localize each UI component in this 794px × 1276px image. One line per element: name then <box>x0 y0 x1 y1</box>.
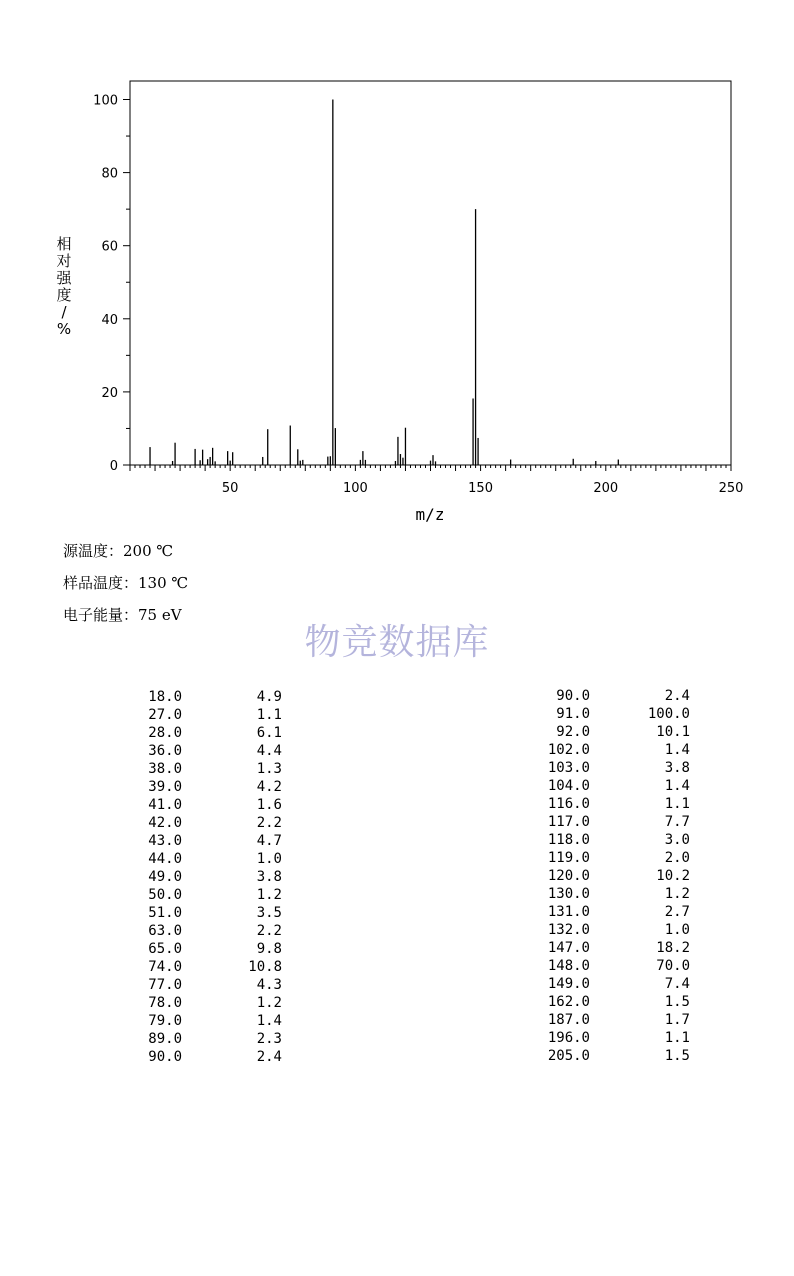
peak-intensity: 2.4 <box>664 688 690 704</box>
peak-intensity: 3.0 <box>664 832 690 848</box>
peak-mz: 90.0 <box>556 688 590 704</box>
peak-row <box>122 724 282 742</box>
peak-mz: 196.0 <box>547 1030 590 1046</box>
peak-row <box>530 741 690 759</box>
peak-row <box>530 777 690 795</box>
peak-intensity: 1.1 <box>256 707 282 723</box>
peak-row <box>530 921 690 939</box>
peak-intensity: 3.8 <box>664 760 690 776</box>
peak-mz: 36.0 <box>148 743 182 759</box>
peak-row <box>122 1048 282 1066</box>
peak-intensity: 1.0 <box>256 851 282 867</box>
peak-table-right <box>530 687 690 1065</box>
peak-intensity: 7.4 <box>664 976 690 992</box>
peak-mz: 117.0 <box>547 814 590 830</box>
peak-mz: 119.0 <box>547 850 590 866</box>
peak-mz: 130.0 <box>547 886 590 902</box>
y-tick-label: 80 <box>101 166 118 182</box>
peak-mz: 148.0 <box>547 958 590 974</box>
peak-table-left <box>122 688 282 1066</box>
peak-row <box>530 723 690 741</box>
peak-mz: 205.0 <box>547 1048 590 1064</box>
peak-mz: 89.0 <box>148 1031 182 1047</box>
peak-intensity: 1.5 <box>664 1048 690 1064</box>
peak-row <box>530 687 690 705</box>
peak-mz: 44.0 <box>148 851 182 867</box>
peak-mz: 27.0 <box>148 707 182 723</box>
mass-spectrum-chart <box>0 0 794 530</box>
peak-mz: 90.0 <box>148 1049 182 1065</box>
peak-mz: 42.0 <box>148 815 182 831</box>
peak-row <box>122 904 282 922</box>
peak-intensity: 1.1 <box>664 796 690 812</box>
peak-mz: 102.0 <box>547 742 590 758</box>
peak-intensity: 4.7 <box>256 833 282 849</box>
x-tick-label: 100 <box>342 481 368 496</box>
peak-mz: 79.0 <box>148 1013 182 1029</box>
source-temperature: 源温度：200 ℃ <box>63 542 174 560</box>
peak-mz: 187.0 <box>547 1012 590 1028</box>
peak-row <box>530 975 690 993</box>
peak-row <box>530 957 690 975</box>
peak-intensity: 1.4 <box>256 1013 282 1029</box>
y-axis-label: 相对强度/ % <box>56 235 72 338</box>
y-axis-ticks <box>93 94 130 475</box>
peak-mz: 78.0 <box>148 995 182 1011</box>
y-tick-label: 60 <box>101 239 118 255</box>
peak-row <box>122 994 282 1012</box>
peak-intensity: 1.6 <box>256 797 282 813</box>
peak-intensity: 1.0 <box>664 922 690 938</box>
peak-mz: 92.0 <box>556 724 590 740</box>
peak-row <box>122 850 282 868</box>
peak-row <box>530 759 690 777</box>
peak-intensity: 2.0 <box>664 850 690 866</box>
peak-intensity: 100.0 <box>647 706 690 722</box>
peak-mz: 104.0 <box>547 778 590 794</box>
peak-intensity: 1.5 <box>664 994 690 1010</box>
peak-mz: 74.0 <box>148 959 182 975</box>
peak-intensity: 4.4 <box>256 743 282 759</box>
peak-mz: 50.0 <box>148 887 182 903</box>
peak-mz: 77.0 <box>148 977 182 993</box>
watermark: 物竞数据库 <box>304 622 490 663</box>
peak-mz: 43.0 <box>148 833 182 849</box>
peak-row <box>530 993 690 1011</box>
peak-row <box>122 976 282 994</box>
peak-row <box>530 1011 690 1029</box>
peak-row <box>122 706 282 724</box>
plot-frame <box>130 81 731 465</box>
peak-row <box>122 832 282 850</box>
y-tick-label: 100 <box>93 93 118 109</box>
peak-intensity: 2.2 <box>256 815 282 831</box>
sample-temperature: 样品温度：130 ℃ <box>63 574 189 592</box>
peak-row <box>122 742 282 760</box>
peak-intensity: 4.3 <box>256 977 282 993</box>
peak-mz: 65.0 <box>148 941 182 957</box>
y-tick-label: 0 <box>109 459 118 474</box>
peak-intensity: 1.7 <box>664 1012 690 1028</box>
peak-row <box>530 903 690 921</box>
peak-intensity: 4.9 <box>256 689 282 705</box>
peak-bars <box>150 100 618 466</box>
peak-mz: 38.0 <box>148 761 182 777</box>
peak-intensity: 2.2 <box>256 923 282 939</box>
peak-row <box>122 922 282 940</box>
peak-row <box>122 1030 282 1048</box>
peak-intensity: 1.2 <box>256 995 282 1011</box>
peak-intensity: 3.8 <box>256 869 282 885</box>
peak-mz: 132.0 <box>547 922 590 938</box>
peak-row <box>122 940 282 958</box>
peak-intensity: 4.2 <box>256 779 282 795</box>
peak-row <box>530 885 690 903</box>
peak-row <box>530 1047 690 1065</box>
peak-row <box>530 795 690 813</box>
x-tick-label: 200 <box>593 481 619 496</box>
peak-row <box>122 760 282 778</box>
peak-mz: 162.0 <box>547 994 590 1010</box>
peak-row <box>530 831 690 849</box>
peak-mz: 39.0 <box>148 779 182 795</box>
peak-intensity: 1.1 <box>664 1030 690 1046</box>
peak-intensity: 2.4 <box>256 1049 282 1065</box>
electron-energy: 电子能量：75 eV <box>63 606 182 624</box>
peak-mz: 131.0 <box>547 904 590 920</box>
peak-mz: 91.0 <box>556 706 590 722</box>
peak-row <box>122 958 282 976</box>
peak-mz: 41.0 <box>148 797 182 813</box>
y-tick-label: 40 <box>101 312 118 328</box>
peak-intensity: 7.7 <box>664 814 690 830</box>
peak-intensity: 3.5 <box>256 905 282 921</box>
peak-intensity: 2.3 <box>256 1031 282 1047</box>
peak-intensity: 6.1 <box>256 725 282 741</box>
peak-mz: 18.0 <box>148 689 182 705</box>
peak-row <box>122 778 282 796</box>
peak-row <box>530 867 690 885</box>
y-tick-label: 20 <box>101 385 118 401</box>
peak-mz: 120.0 <box>547 868 590 884</box>
peak-intensity: 9.8 <box>256 941 282 957</box>
peak-intensity: 1.2 <box>664 886 690 902</box>
peak-row <box>122 886 282 904</box>
peak-intensity: 2.7 <box>664 904 690 920</box>
x-axis-ticks <box>130 465 743 496</box>
peak-row <box>530 1029 690 1047</box>
peak-mz: 116.0 <box>547 796 590 812</box>
peak-mz: 147.0 <box>547 940 590 956</box>
peak-mz: 51.0 <box>148 905 182 921</box>
peak-intensity: 10.8 <box>248 959 282 975</box>
peak-row <box>530 939 690 957</box>
x-tick-label: 250 <box>718 481 744 496</box>
peak-intensity: 1.2 <box>256 887 282 903</box>
peak-row <box>530 813 690 831</box>
peak-intensity: 10.1 <box>656 724 690 740</box>
peak-row <box>530 849 690 867</box>
peak-row <box>122 1012 282 1030</box>
peak-mz: 149.0 <box>547 976 590 992</box>
peak-row <box>122 796 282 814</box>
peak-intensity: 1.4 <box>664 778 690 794</box>
peak-mz: 63.0 <box>148 923 182 939</box>
peak-mz: 118.0 <box>547 832 590 848</box>
peak-intensity: 18.2 <box>656 940 690 956</box>
peak-row <box>122 814 282 832</box>
peak-row <box>122 688 282 706</box>
x-tick-label: 150 <box>468 481 493 496</box>
peak-intensity: 1.3 <box>256 761 282 777</box>
peak-mz: 49.0 <box>148 869 182 885</box>
peak-intensity: 10.2 <box>656 868 690 884</box>
peak-mz: 28.0 <box>148 725 182 741</box>
peak-mz: 103.0 <box>547 760 590 776</box>
peak-row <box>122 868 282 886</box>
x-tick-label: 50 <box>221 481 239 496</box>
peak-row <box>530 705 690 723</box>
x-axis-label: m/z <box>415 505 445 524</box>
peak-intensity: 70.0 <box>656 958 690 974</box>
peak-intensity: 1.4 <box>664 742 690 758</box>
